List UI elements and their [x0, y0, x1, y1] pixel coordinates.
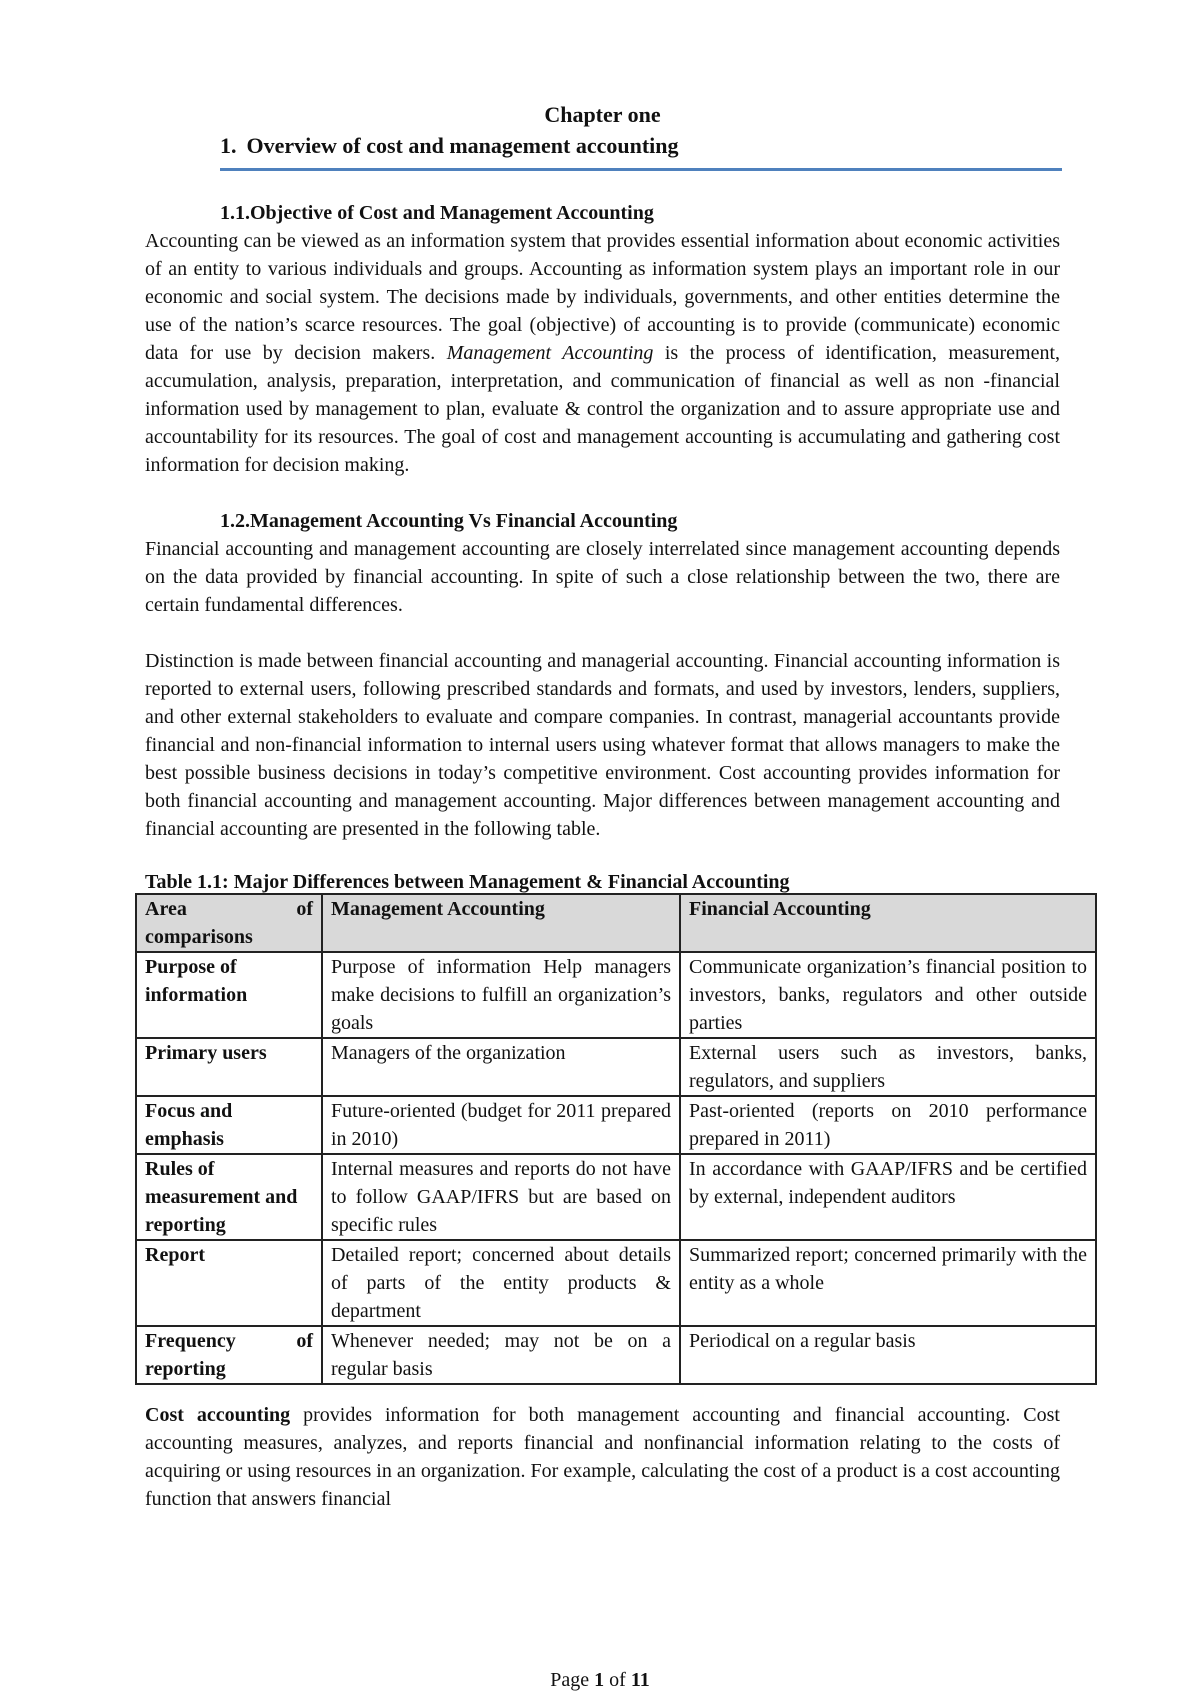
table-row — [136, 1154, 1096, 1240]
row-management: Detailed report; concerned about details of parts of the entity products & department — [322, 1240, 680, 1326]
row-financial: Communicate organization’s financial position to investors, banks, regulators and other outside parties — [680, 952, 1096, 1038]
row-area: Primary users — [136, 1038, 322, 1096]
header-area: Area of comparisons — [136, 894, 322, 952]
row-management: Internal measures and reports do not have to follow GAAP/IFRS but are based on specific rules — [322, 1154, 680, 1240]
differences-table — [135, 893, 1097, 1385]
page-footer — [0, 1668, 1200, 1692]
row-area: Rules of measurement and reporting — [136, 1154, 322, 1240]
table-row — [136, 952, 1096, 1038]
row-financial: Summarized report; concerned primarily with the entity as a whole — [680, 1240, 1096, 1326]
row-management: Future-oriented (budget for 2011 prepared in 2010) — [322, 1096, 680, 1154]
footer-page-number: 1 — [594, 1669, 605, 1691]
section-heading-objective: 1.1.Objective of Cost and Management Accounting — [220, 202, 654, 224]
document-page — [145, 100, 1087, 1513]
row-financial: In accordance with GAAP/IFRS and be certified by external, independent auditors — [680, 1154, 1096, 1240]
row-area: Focus and emphasis — [136, 1096, 322, 1154]
row-area: Frequency of reporting — [136, 1326, 322, 1384]
footer-of-word: of — [609, 1669, 626, 1691]
management-accounting-term: Management Accounting — [446, 342, 654, 364]
objective-paragraph-part-b: is the process of identification, measurement, accumulation, analysis, preparation, interpretation, and communication of financial as well as non -financial information used by management to plan, evaluate & control the organization and to assure appropriate use and accountability for its resources. The goal of cost and management accounting is accumulating and gathering cost information for decision making. — [145, 342, 1061, 476]
header-financial: Financial Accounting — [680, 894, 1096, 952]
row-financial: Periodical on a regular basis — [680, 1326, 1096, 1384]
objective-paragraph-part-a: Accounting can be viewed as an information system that provides essential information about economic activities of an entity to various individuals and groups. Accounting as information system plays an important role in our economic and social system. The decisions made by individuals, governments, and other entities determine the use of the nation’s scarce resources. The goal (objective) of accounting is to provide (communicate) economic data for use by decision makers. — [145, 230, 1060, 364]
row-financial: Past-oriented (reports on 2010 performance prepared in 2011) — [680, 1096, 1096, 1154]
footer-page-word: Page — [550, 1669, 590, 1691]
main-title-number: 1. — [220, 133, 237, 158]
table-row — [136, 1240, 1096, 1326]
main-title — [220, 130, 1062, 171]
closing-paragraph-text: provides information for both management accounting and financial accounting. Cost accounting measures, analyzes, and reports financial and nonfinancial information relating to the costs of acquiring or using resources in an organization. For example, calculating the cost of a product is a cost accounting function that answers financial — [145, 1404, 1060, 1510]
cost-accounting-term: Cost accounting — [145, 1404, 291, 1426]
row-financial: External users such as investors, banks, regulators, and suppliers — [680, 1038, 1096, 1096]
section-heading-comparison: 1.2.Management Accounting Vs Financial Accounting — [220, 510, 678, 532]
comparison-paragraph-1: Financial accounting and management accounting are closely interrelated since management accounting depends on the data provided by financial accounting. In spite of such a close relationship between the two, there are certain fundamental differences. — [145, 538, 1060, 616]
table-row — [136, 1326, 1096, 1384]
main-title-text: Overview of cost and management accounting — [246, 133, 679, 158]
objective-paragraph — [145, 227, 1060, 479]
row-management: Whenever needed; may not be on a regular basis — [322, 1326, 680, 1384]
table-row — [136, 1096, 1096, 1154]
table-header-row — [136, 894, 1096, 952]
chapter-heading: Chapter one — [544, 102, 661, 127]
closing-paragraph — [145, 1401, 1060, 1513]
table-caption: Table 1.1: Major Differences between Management & Financial Accounting — [145, 871, 790, 893]
row-area: Purpose of information — [136, 952, 322, 1038]
comparison-paragraph-2: Distinction is made between financial accounting and managerial accounting. Financial accounting information is reported to external users, following prescribed standards and formats, and used by investors, lenders, suppliers, and other external stakeholders to evaluate and compare companies. In contrast, managerial accountants provide financial and non-financial information to internal users using whatever format that allows managers to make the best possible business decisions in today’s competitive environment. Cost accounting provides information for both financial accounting and management accounting. Major differences between management accounting and financial accounting are presented in the following table. — [145, 650, 1060, 840]
row-area: Report — [136, 1240, 322, 1326]
header-management: Management Accounting — [322, 894, 680, 952]
footer-total-pages: 11 — [630, 1669, 650, 1691]
table-row — [136, 1038, 1096, 1096]
row-management: Managers of the organization — [322, 1038, 680, 1096]
row-management: Purpose of information Help managers make decisions to fulfill an organization’s goals — [322, 952, 680, 1038]
